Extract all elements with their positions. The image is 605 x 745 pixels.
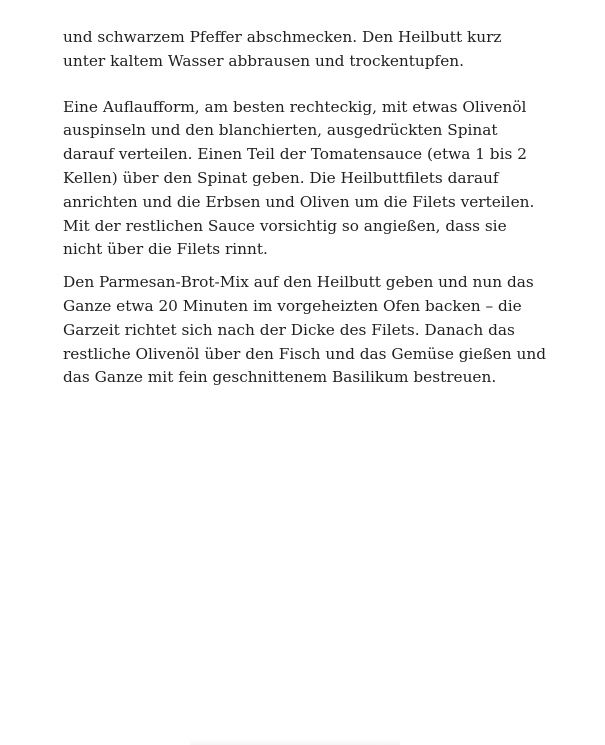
page-bottom-edge	[190, 739, 400, 745]
instruction-paragraph-assembly: Eine Auflaufform, am besten rechteckig, mit etwas Olivenöl auspinseln und den blanchierten, ausgedrückten Spinat darauf verteilen. Einen Teil der Tomatensauce (etwa 1 bis 2 Kellen) über den Spinat geben. Die Heilbuttfilets darauf anrichten und die Erbsen und Oliven um die Filets verteilen. Mit der restlichen Sauce vorsichtig so angießen, dass sie nicht über die Filets rinnt.	[63, 97, 535, 259]
instruction-paragraph-baking: Den Parmesan-Brot-Mix auf den Heilbutt geben und nun das Ganze etwa 20 Minuten im vorgeheizten Ofen backen – die Garzeit richtet sich nach der Dicke des Filets. Danach das restliche Olivenöl über den Fisch und das Gemüse gießen und das Ganze mit fein geschnittenem Basilikum bestreuen.	[63, 273, 546, 387]
instruction-paragraph-seasoning: und schwarzem Pfeffer abschmecken. Den Heilbutt kurz unter kaltem Wasser abbrausen und trockentupfen.	[63, 28, 502, 70]
recipe-instructions	[63, 26, 548, 390]
